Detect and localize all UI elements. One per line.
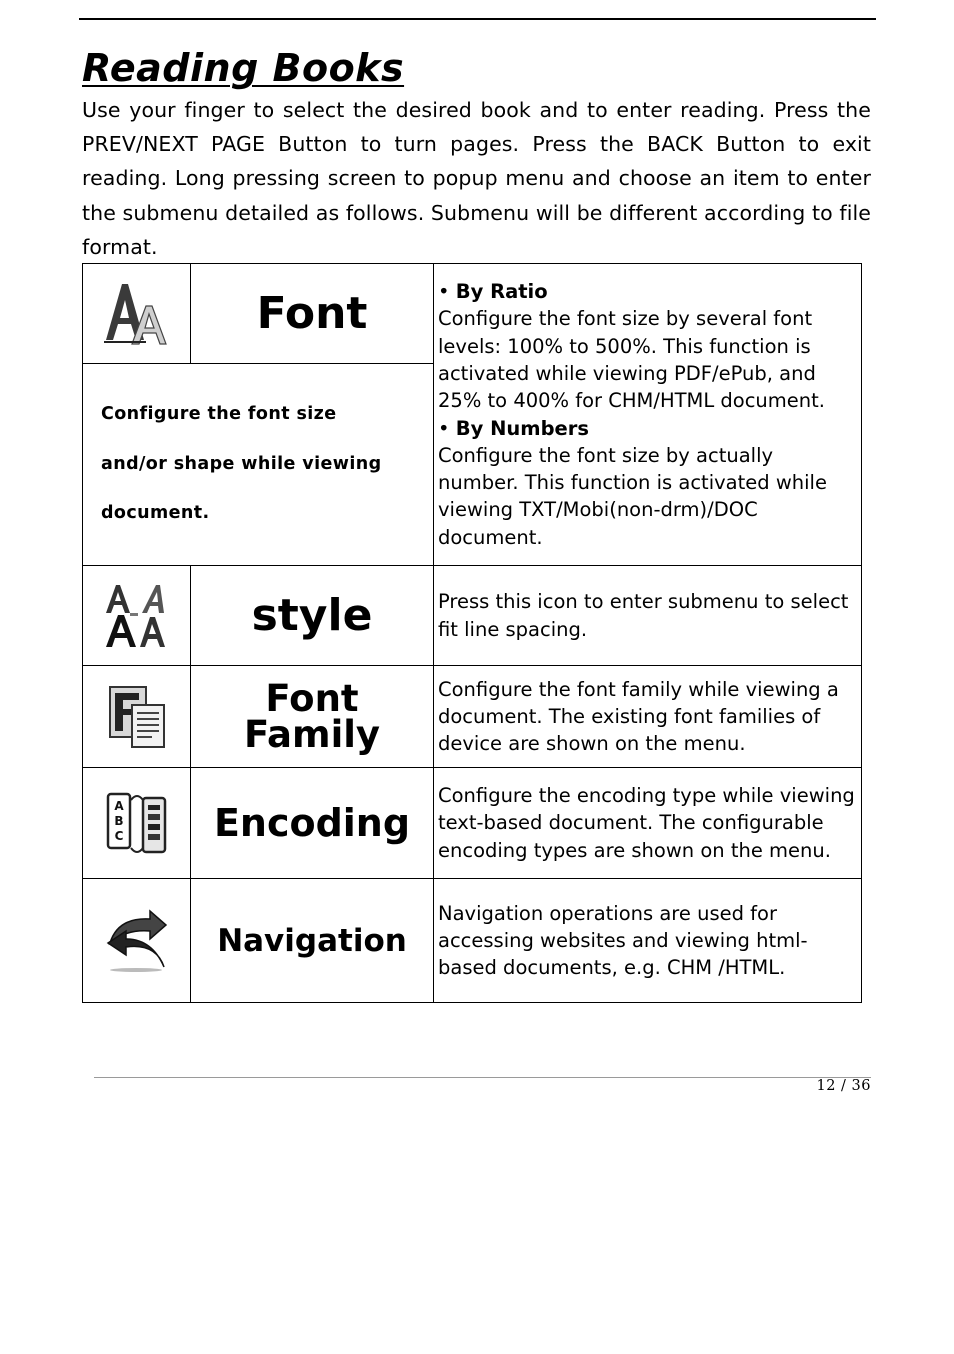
page-number: 12 / 36 (816, 1078, 871, 1094)
navigation-description: Navigation operations are used for accessing websites and viewing html-based documents, e.g. CHM /HTML. (434, 879, 862, 1003)
bullet-heading: By Ratio (455, 280, 548, 304)
features-table (82, 263, 862, 1003)
svg-text:B: B (113, 814, 124, 828)
table-row-style (83, 566, 862, 666)
font-style-icon (104, 583, 170, 649)
font-label: Font (191, 264, 434, 364)
font-family-icon (106, 685, 168, 749)
font-family-icon-cell (83, 666, 191, 768)
intro-paragraph: Use your finger to select the desired book and to enter reading. Press the PREV/NEXT PAGE Button to turn pages. Press the BACK Button to exit reading. Long pressing screen to popup menu and choose an item to enter the submenu detailed as follows. Submenu will be different according to file format. (82, 98, 871, 259)
font-subtitle-line: and/or shape while viewing (101, 453, 382, 474)
font-subtitle-line: Configure the font size (101, 404, 337, 425)
style-label: style (191, 566, 434, 666)
bullet-heading: By Numbers (455, 416, 589, 440)
encoding-icon-cell (83, 768, 191, 879)
font-family-label-line: Font (265, 676, 359, 720)
font-size-icon (102, 278, 172, 350)
font-family-label (191, 666, 434, 768)
font-family-description: Configure the font family while viewing a document. The existing font families of device are shown on the menu. (434, 666, 862, 768)
encoding-description: Configure the encoding type while viewing text-based document. The configurable encoding types are shown on the menu. (434, 768, 862, 879)
table-row-font-family (83, 666, 862, 768)
encoding-icon (105, 790, 169, 856)
header-rule (79, 18, 876, 20)
font-subtitle-line: document. (101, 503, 210, 524)
style-description: Press this icon to enter submenu to select fit line spacing. (434, 566, 862, 666)
svg-text:A: A (113, 799, 124, 813)
font-subtitle (83, 364, 434, 566)
font-description (434, 264, 862, 566)
font-option-by-numbers: • By Numbers (438, 416, 589, 440)
table-row-font (83, 264, 862, 364)
navigation-label: Navigation (191, 879, 434, 1003)
page-title: Reading Books (82, 46, 405, 90)
by-ratio-text: Configure the font size by several font levels: 100% to 500%. This function is activated while viewing PDF/ePub, and 25% to 400% for CHM/HTML document. (438, 307, 825, 413)
footer-rule (94, 1077, 871, 1078)
font-style-icon-cell (83, 566, 191, 666)
navigation-icon-cell (83, 879, 191, 1003)
table-row-navigation (83, 879, 862, 1003)
svg-text:C: C (114, 829, 123, 843)
navigation-arrows-icon (104, 909, 170, 973)
encoding-label: Encoding (191, 768, 434, 879)
font-option-by-ratio: • By Ratio (438, 280, 548, 304)
table-row-encoding (83, 768, 862, 879)
by-numbers-text: Configure the font size by actually number. This function is activated while viewing TXT/Mobi(non-drm)/DOC document. (438, 443, 827, 549)
font-family-label-line: Family (243, 712, 381, 756)
font-size-icon-cell (83, 264, 191, 364)
